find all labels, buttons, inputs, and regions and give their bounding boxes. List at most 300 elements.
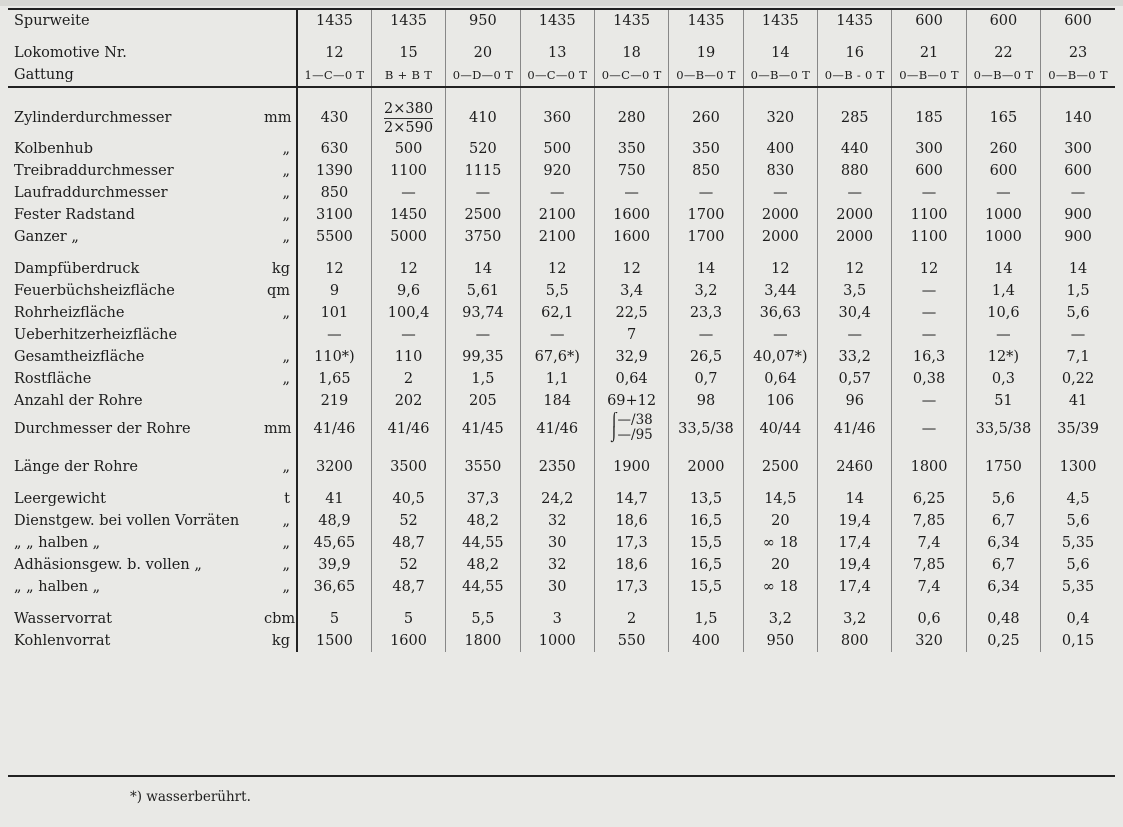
table-cell: — — [892, 390, 966, 412]
table-cell: 440 — [818, 138, 892, 160]
table-cell: 0,25 — [966, 630, 1040, 652]
table-cell: 1435 — [594, 9, 668, 32]
table-cell: 0,48 — [966, 608, 1040, 630]
row-label: Durchmesser der Rohre — [14, 421, 191, 437]
table-cell: — — [669, 182, 743, 204]
table-cell: 19,4 — [818, 554, 892, 576]
table-cell: — — [297, 324, 371, 346]
table-cell: 40,07*) — [743, 346, 817, 368]
table-row — [8, 532, 1115, 554]
table-cell: 0,6 — [892, 608, 966, 630]
row-unit: mm — [261, 98, 297, 138]
table-cell: 2000 — [669, 456, 743, 478]
table-cell: 5,35 — [1061, 579, 1095, 595]
table-cell: 15,5 — [669, 532, 743, 554]
row-unit: „ — [261, 226, 297, 248]
table-cell: 1700 — [669, 226, 743, 248]
table-cell: 12 — [818, 258, 892, 280]
table-cell: 52 — [371, 554, 445, 576]
table-row — [8, 390, 1115, 412]
table-cell: — — [1070, 327, 1086, 343]
table-cell: 48,9 — [297, 510, 371, 532]
table-cell: 2500 — [446, 204, 520, 226]
table-cell: 0—B—0 T — [669, 64, 743, 87]
table-cell: — — [446, 182, 520, 204]
table-row — [8, 9, 1115, 32]
table-cell: 7 — [594, 324, 668, 346]
table-cell: 600 — [892, 9, 966, 32]
table-cell: 285 — [818, 98, 892, 138]
table-cell: — — [446, 324, 520, 346]
row-unit: mm — [261, 412, 297, 446]
table-cell: 1000 — [966, 204, 1040, 226]
table-cell: 1,5 — [669, 608, 743, 630]
table-cell: 12 — [743, 258, 817, 280]
row-label: Spurweite — [8, 9, 261, 32]
table-cell: 0,38 — [892, 368, 966, 390]
table-cell: 51 — [966, 390, 1040, 412]
table-cell: 22 — [966, 42, 1040, 64]
table-cell: 1435 — [297, 9, 371, 32]
table-cell: 7,85 — [892, 510, 966, 532]
table-cell: 110*) — [297, 346, 371, 368]
table-cell: 1100 — [892, 226, 966, 248]
table-cell: 21 — [892, 42, 966, 64]
table-cell: 40/44 — [743, 412, 817, 446]
table-cell: 3100 — [297, 204, 371, 226]
row-unit: „ — [261, 554, 297, 576]
table-cell: 850 — [297, 182, 371, 204]
table-cell: 32 — [520, 554, 594, 576]
table-cell: 4,5 — [1066, 491, 1090, 507]
row-gap — [8, 87, 1115, 98]
table-cell: 0—C—0 T — [594, 64, 668, 87]
table-cell: 0—B - 0 T — [818, 64, 892, 87]
table-cell: 0—B—0 T — [966, 64, 1040, 87]
table-cell: 5000 — [371, 226, 445, 248]
table-cell: 280 — [594, 98, 668, 138]
table-cell: 600 — [1041, 9, 1115, 32]
table-cell: 30 — [520, 532, 594, 554]
table-cell: 2000 — [743, 204, 817, 226]
row-unit: „ — [261, 532, 297, 554]
table-cell: 600 — [1064, 163, 1092, 179]
table-cell: 1435 — [371, 9, 445, 32]
row-label: Adhäsionsgew. b. vollen „ — [14, 557, 202, 573]
table-cell: 33,5/38 — [966, 412, 1040, 446]
table-cell: — — [892, 280, 966, 302]
table-cell: 48,7 — [371, 532, 445, 554]
table-cell: 93,74 — [446, 302, 520, 324]
table-cell: 14 — [818, 488, 892, 510]
row-label: „ „ halben „ — [14, 535, 101, 551]
table-cell: 41/46 — [297, 412, 371, 446]
table-cell: 7,85 — [892, 554, 966, 576]
table-cell: 30,4 — [818, 302, 892, 324]
row-gap — [8, 446, 1115, 456]
table-row — [8, 160, 1115, 182]
table-cell: 1,5 — [1066, 283, 1090, 299]
table-cell: 9 — [297, 280, 371, 302]
table-cell: 6,7 — [966, 510, 1040, 532]
table-cell: 5,61 — [446, 280, 520, 302]
table-cell: 14 — [966, 258, 1040, 280]
table-cell: 1435 — [520, 9, 594, 32]
table-cell: 15,5 — [669, 576, 743, 598]
table-row — [8, 456, 1115, 478]
table-cell: 5,35 — [1061, 535, 1095, 551]
table-cell: 500 — [520, 138, 594, 160]
table-cell: 12 — [371, 258, 445, 280]
table-cell: 165 — [966, 98, 1040, 138]
table-cell: 0,3 — [966, 368, 1040, 390]
row-label: Laufraddurchmesser — [14, 185, 168, 201]
table-cell: 0—B—0 T — [892, 64, 966, 87]
table-cell: 920 — [520, 160, 594, 182]
table-cell: 17,4 — [818, 532, 892, 554]
table-cell: 800 — [818, 630, 892, 652]
row-label: Feuerbüchsheizfläche — [14, 283, 175, 299]
table-cell: 5,6 — [1066, 557, 1090, 573]
table-cell: 300 — [1064, 141, 1092, 157]
table-cell: 520 — [446, 138, 520, 160]
table-cell: 19,4 — [818, 510, 892, 532]
table-cell: 2000 — [818, 204, 892, 226]
table-cell: — — [818, 324, 892, 346]
table-cell: 1600 — [594, 204, 668, 226]
locomotive-data-table — [8, 8, 1115, 652]
table-cell: 3200 — [297, 456, 371, 478]
table-cell: 1300 — [1059, 459, 1097, 475]
table-cell: 1,4 — [966, 280, 1040, 302]
compound-cylinder-value — [384, 100, 433, 137]
table-cell: 6,34 — [966, 576, 1040, 598]
table-cell: 62,1 — [520, 302, 594, 324]
table-cell: 52 — [371, 510, 445, 532]
table-cell: 0,15 — [1061, 633, 1095, 649]
table-cell: 0—D—0 T — [446, 64, 520, 87]
table-cell: 12 — [892, 258, 966, 280]
table-cell: 12 — [297, 258, 371, 280]
table-cell: 5,5 — [520, 280, 594, 302]
table-cell: 3,2 — [818, 608, 892, 630]
table-cell: 1000 — [520, 630, 594, 652]
row-label: Zylinderdurchmesser — [14, 110, 172, 126]
table-row — [8, 554, 1115, 576]
row-unit: „ — [261, 138, 297, 160]
row-label: Lokomotive Nr. — [14, 45, 127, 61]
table-cell: 12 — [520, 258, 594, 280]
table-cell: 48,7 — [371, 576, 445, 598]
table-cell: 41/45 — [446, 412, 520, 446]
table-row — [8, 138, 1115, 160]
table-cell: 320 — [743, 98, 817, 138]
table-cell: 12 — [297, 42, 371, 64]
split-tube-diameter: ⌠—/38 ⌡—/95 — [610, 412, 653, 443]
table-cell: 18,6 — [594, 510, 668, 532]
table-cell: 32 — [520, 510, 594, 532]
table-cell: — — [743, 182, 817, 204]
row-gap — [8, 598, 1115, 608]
table-cell: — — [371, 182, 445, 204]
table-cell: — — [594, 182, 668, 204]
table-cell: 0—C—0 T — [520, 64, 594, 87]
table-cell: 41 — [1068, 393, 1088, 409]
table-cell: 33,2 — [818, 346, 892, 368]
table-cell: 14,7 — [594, 488, 668, 510]
table-cell: — — [520, 324, 594, 346]
table-cell: 0—B—0 T — [743, 64, 817, 87]
table-cell: 0,7 — [669, 368, 743, 390]
row-label: Gesamtheizfläche — [14, 349, 145, 365]
row-label: Dampfüberdruck — [14, 261, 140, 277]
table-cell: 45,65 — [297, 532, 371, 554]
table-cell: 16,5 — [669, 554, 743, 576]
table-cell: 1500 — [297, 630, 371, 652]
table-cell: 300 — [892, 138, 966, 160]
table-cell: 41/46 — [520, 412, 594, 446]
table-cell — [371, 98, 445, 138]
table-cell: 360 — [520, 98, 594, 138]
table-cell: 3,2 — [743, 608, 817, 630]
table-cell: 6,7 — [966, 554, 1040, 576]
table-cell: 69+12 — [594, 390, 668, 412]
table-cell: 1435 — [743, 9, 817, 32]
table-cell: — — [966, 324, 1040, 346]
table-cell: 3,44 — [743, 280, 817, 302]
table-cell: 12*) — [966, 346, 1040, 368]
table-cell: 18,6 — [594, 554, 668, 576]
table-cell: 2460 — [818, 456, 892, 478]
table-cell: 44,55 — [446, 532, 520, 554]
table-cell: 1390 — [297, 160, 371, 182]
table-row — [8, 182, 1115, 204]
table-cell: 35/39 — [1057, 421, 1099, 437]
table-cell: 19 — [669, 42, 743, 64]
table-cell: 13,5 — [669, 488, 743, 510]
table-cell: 22,5 — [594, 302, 668, 324]
table-cell: — — [892, 324, 966, 346]
table-cell: 1100 — [892, 204, 966, 226]
table-cell: 23,3 — [669, 302, 743, 324]
table-cell: 14 — [669, 258, 743, 280]
table-cell: 1100 — [371, 160, 445, 182]
table-cell: 219 — [297, 390, 371, 412]
table-cell: 44,55 — [446, 576, 520, 598]
table-cell: 1800 — [892, 456, 966, 478]
table-row — [8, 488, 1115, 510]
table-cell: 7,4 — [892, 576, 966, 598]
table-cell: 350 — [669, 138, 743, 160]
table-cell: 1,65 — [297, 368, 371, 390]
table-cell: 2350 — [520, 456, 594, 478]
table-cell: 140 — [1064, 110, 1092, 126]
table-cell: 1—C—0 T — [297, 64, 371, 87]
row-label: Kolbenhub — [14, 141, 93, 157]
table-row — [8, 64, 1115, 87]
table-cell: 1600 — [594, 226, 668, 248]
table-cell: 0—B—0 T — [1041, 64, 1115, 87]
table-cell: 900 — [1064, 229, 1092, 245]
table-cell: 2000 — [743, 226, 817, 248]
table-row — [8, 302, 1115, 324]
row-label: Ueberhitzerheizfläche — [14, 327, 178, 343]
row-unit — [261, 42, 297, 64]
table-cell: 1,5 — [446, 368, 520, 390]
row-unit: „ — [261, 182, 297, 204]
table-cell: 5,6 — [1066, 513, 1090, 529]
table-cell: 17,4 — [818, 576, 892, 598]
table-cell: 110 — [371, 346, 445, 368]
table-cell: — — [520, 182, 594, 204]
table-cell: 100,4 — [371, 302, 445, 324]
table-cell: — — [743, 324, 817, 346]
table-cell: 5,6 — [966, 488, 1040, 510]
table-cell: 2100 — [520, 226, 594, 248]
table-cell: 1750 — [966, 456, 1040, 478]
table-cell: 630 — [297, 138, 371, 160]
table-cell: 36,63 — [743, 302, 817, 324]
table-cell: 1000 — [966, 226, 1040, 248]
table-cell: 1435 — [669, 9, 743, 32]
table-cell: 205 — [446, 390, 520, 412]
table-cell: 5 — [371, 608, 445, 630]
row-unit: „ — [261, 456, 297, 478]
table-cell: 1600 — [371, 630, 445, 652]
table-cell: — — [892, 302, 966, 324]
table-row — [8, 98, 1115, 138]
table-cell: 17,3 — [594, 576, 668, 598]
table-cell — [594, 412, 668, 446]
table-cell: — — [669, 324, 743, 346]
row-unit: „ — [261, 302, 297, 324]
row-label: „ „ halben „ — [14, 579, 101, 595]
table-cell: 3,2 — [669, 280, 743, 302]
row-label: Ganzer „ — [14, 229, 79, 245]
table-cell: 3550 — [446, 456, 520, 478]
table-cell: 40,5 — [371, 488, 445, 510]
table-cell: 67,6*) — [520, 346, 594, 368]
table-cell: 550 — [594, 630, 668, 652]
table-cell: ∞ 18 — [743, 576, 817, 598]
table-cell: 830 — [743, 160, 817, 182]
table-row — [8, 42, 1115, 64]
row-unit — [261, 324, 297, 346]
table-row — [8, 510, 1115, 532]
row-unit: „ — [261, 204, 297, 226]
table-cell: 5,6 — [1066, 305, 1090, 321]
table-cell: 106 — [743, 390, 817, 412]
table-cell: 0,57 — [818, 368, 892, 390]
table-cell: 3500 — [371, 456, 445, 478]
row-unit: t — [261, 488, 297, 510]
row-unit: qm — [261, 280, 297, 302]
table-row — [8, 324, 1115, 346]
table-cell: — — [371, 324, 445, 346]
table-cell: 2100 — [520, 204, 594, 226]
table-cell: 5,5 — [446, 608, 520, 630]
row-label: Rostfläche — [14, 371, 92, 387]
table-cell: B + B T — [371, 64, 445, 87]
table-cell: 39,9 — [297, 554, 371, 576]
table-cell: 950 — [743, 630, 817, 652]
table-cell: 14 — [1068, 261, 1088, 277]
table-cell: 14,5 — [743, 488, 817, 510]
table-cell: 0,22 — [1061, 371, 1095, 387]
table-cell: 41 — [297, 488, 371, 510]
table-cell: 7,4 — [892, 532, 966, 554]
table-cell: 1115 — [446, 160, 520, 182]
table-cell: 185 — [892, 98, 966, 138]
footnote: *) wasserberührt. — [130, 789, 251, 805]
table-cell: 24,2 — [520, 488, 594, 510]
table-cell: 1435 — [818, 9, 892, 32]
row-label: Wasservorrat — [14, 611, 112, 627]
table-cell: 600 — [966, 9, 1040, 32]
table-cell: 850 — [669, 160, 743, 182]
row-unit — [261, 9, 297, 32]
row-label: Leergewicht — [14, 491, 106, 507]
table-cell: 26,5 — [669, 346, 743, 368]
table-cell: 41/46 — [371, 412, 445, 446]
table-cell: 16,3 — [892, 346, 966, 368]
table-cell: 14 — [743, 42, 817, 64]
table-cell: ∞ 18 — [743, 532, 817, 554]
row-unit: cbm — [261, 608, 297, 630]
table-cell: 260 — [669, 98, 743, 138]
table-cell: 2 — [594, 608, 668, 630]
table-cell: 17,3 — [594, 532, 668, 554]
table-cell: 6,25 — [892, 488, 966, 510]
table-cell: 13 — [520, 42, 594, 64]
table-cell: 260 — [966, 138, 1040, 160]
row-label: Anzahl der Rohre — [14, 393, 143, 409]
table-cell: — — [1070, 185, 1086, 201]
table-cell: 20 — [743, 510, 817, 532]
table-cell: — — [892, 182, 966, 204]
table-row — [8, 204, 1115, 226]
table-cell: 20 — [743, 554, 817, 576]
locomotive-data-table-sheet — [8, 8, 1115, 652]
table-cell: 16 — [818, 42, 892, 64]
table-cell: — — [818, 182, 892, 204]
table-cell: 23 — [1068, 45, 1088, 61]
table-cell: 3,4 — [594, 280, 668, 302]
table-cell: 202 — [371, 390, 445, 412]
row-unit: „ — [261, 368, 297, 390]
row-unit — [261, 390, 297, 412]
table-cell: 2 — [371, 368, 445, 390]
row-label: Treibraddurchmesser — [14, 163, 174, 179]
table-cell: 350 — [594, 138, 668, 160]
table-cell: 36,65 — [297, 576, 371, 598]
table-cell: 1900 — [594, 456, 668, 478]
row-unit — [261, 64, 297, 87]
compound-lp: 2×590 — [384, 119, 434, 136]
table-cell: 320 — [892, 630, 966, 652]
table-cell: 16,5 — [669, 510, 743, 532]
table-cell: 48,2 — [446, 510, 520, 532]
table-cell: 48,2 — [446, 554, 520, 576]
row-unit: „ — [261, 160, 297, 182]
table-cell: 1,1 — [520, 368, 594, 390]
table-cell: 32,9 — [594, 346, 668, 368]
table-cell: 3,5 — [818, 280, 892, 302]
table-cell: 30 — [520, 576, 594, 598]
table-cell: 400 — [743, 138, 817, 160]
table-cell: 600 — [892, 160, 966, 182]
table-cell: 98 — [669, 390, 743, 412]
